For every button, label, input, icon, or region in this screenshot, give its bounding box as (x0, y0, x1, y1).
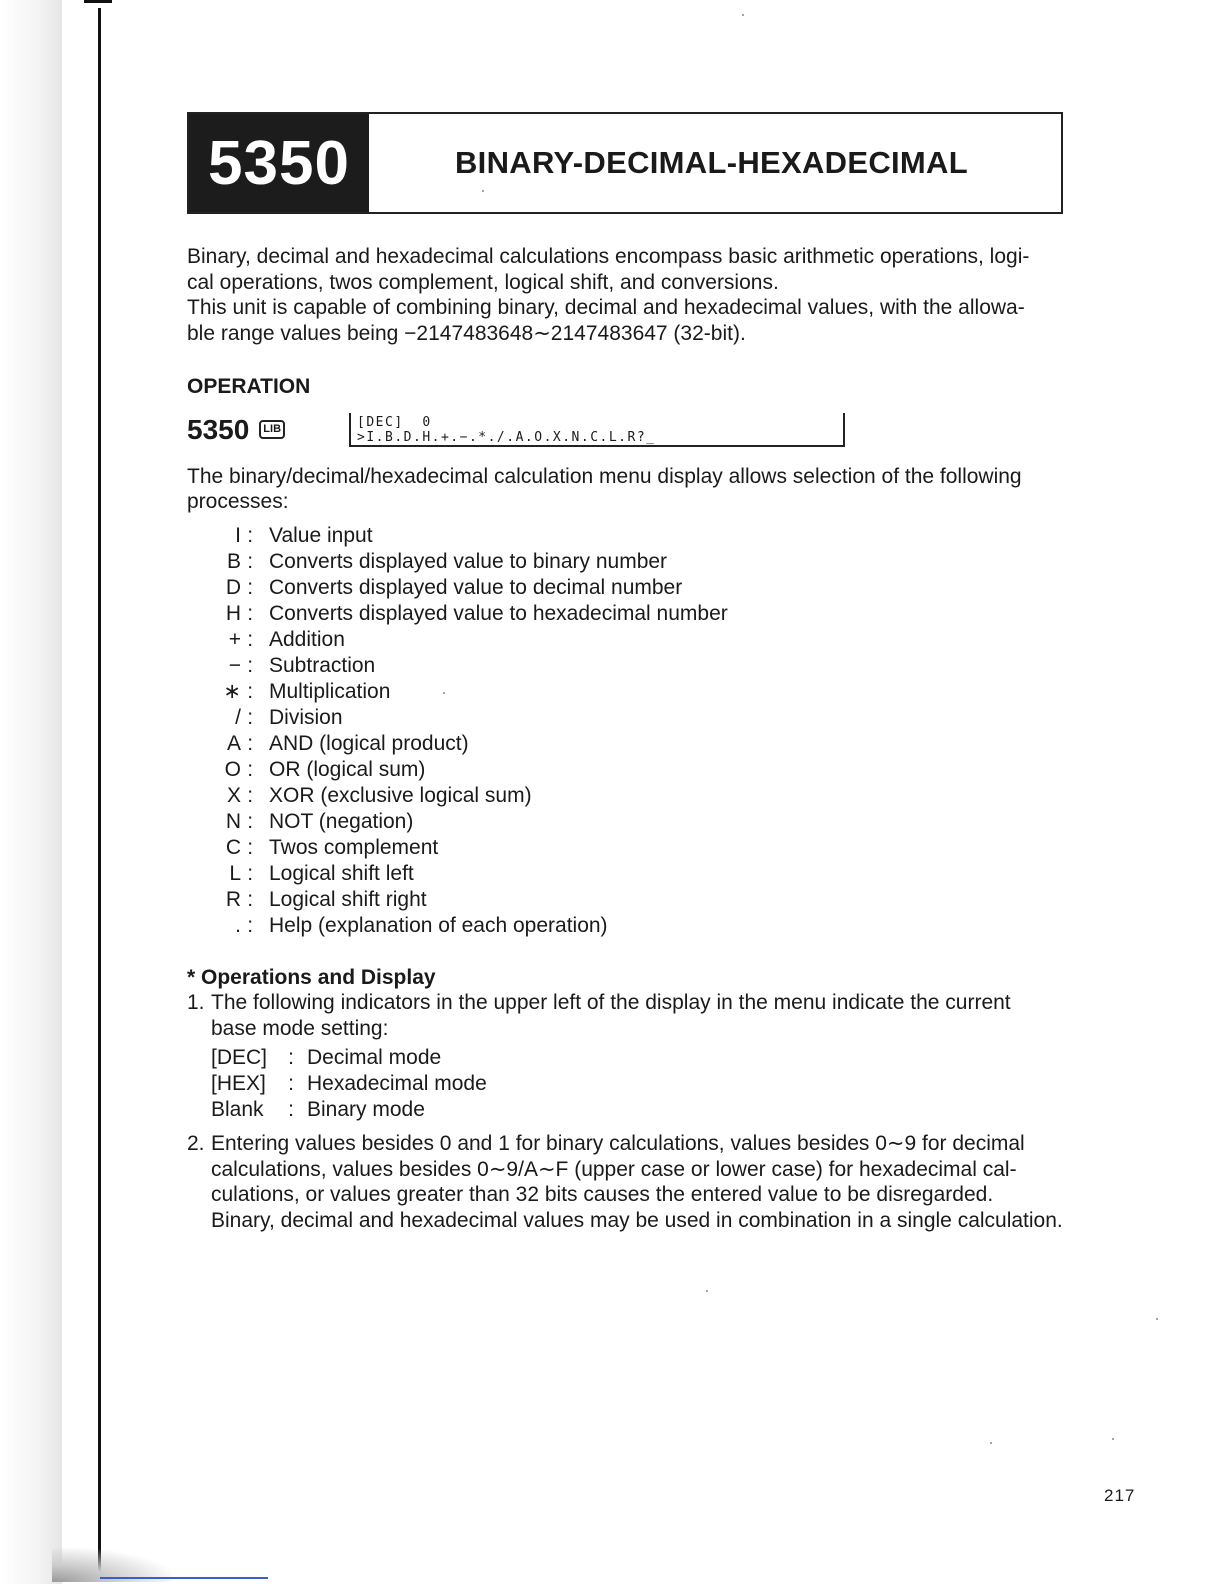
menu-key: D (225, 575, 241, 599)
menu-key: I (235, 523, 241, 547)
mode-indicator: [HEX] (211, 1072, 266, 1095)
scan-speck (1156, 1318, 1158, 1320)
lcd-line-1: [DEC] 0 (357, 414, 432, 430)
menu-item: − : Subtraction (187, 653, 1065, 679)
menu-item: I : Value input (187, 523, 1065, 549)
note-line: The following indicators in the upper left of the display in the menu indicate the current (211, 991, 1011, 1014)
binding-tick (84, 0, 112, 3)
menu-key: O (224, 757, 241, 781)
mode-description: Decimal mode (307, 1046, 442, 1069)
lib-key-icon: LIB (259, 420, 285, 439)
menu-intro-line: The binary/decimal/hexadecimal calculation menu display allows selection of the following (187, 464, 1022, 488)
intro-paragraph (187, 244, 1065, 346)
menu-description: Twos complement (269, 835, 439, 859)
menu-key: A (226, 731, 241, 755)
binding-shadow (0, 0, 62, 1584)
menu-item: + : Addition (187, 627, 1065, 653)
menu-key: + (228, 627, 241, 651)
menu-key: − (228, 653, 241, 677)
menu-item: N : NOT (negation) (187, 809, 1065, 835)
intro-line: ble range values being −2147483648∼2147483647 (32-bit). (187, 321, 746, 345)
menu-item: O : OR (logical sum) (187, 757, 1065, 783)
menu-item: H : Converts displayed value to hexadecimal number (187, 601, 1065, 627)
operation-number: 5350 (187, 413, 250, 445)
menu-item: B : Converts displayed value to binary number (187, 549, 1065, 575)
menu-description: Logical shift right (269, 887, 427, 911)
scan-speck (1112, 1438, 1114, 1440)
note-number: 2. (187, 1132, 205, 1155)
section-number: 5350 (189, 114, 369, 212)
menu-description: Converts displayed value to binary number (269, 549, 668, 573)
mode-list (211, 1045, 1065, 1123)
menu-item: ∗ : Multiplication (187, 679, 1065, 705)
menu-key: . (235, 913, 241, 937)
menu-item: R : Logical shift right (187, 887, 1065, 913)
intro-line: Binary, decimal and hexadecimal calculations encompass basic arithmetic operations, logi- (187, 245, 1030, 268)
note-number: 1. (187, 991, 205, 1014)
binding-foot-line (100, 1577, 268, 1579)
section-header (187, 112, 1063, 214)
operations-display-heading: * Operations and Display (187, 965, 436, 989)
menu-list (187, 523, 1065, 939)
menu-item: A : AND (logical product) (187, 731, 1065, 757)
scan-speck (706, 1290, 708, 1292)
mode-description: Binary mode (307, 1098, 425, 1121)
menu-description: Multiplication (269, 679, 391, 703)
note-line: base mode setting: (211, 1016, 389, 1040)
scan-speck (482, 190, 484, 192)
menu-intro (187, 464, 1065, 515)
mode-indicator: [DEC] (211, 1046, 268, 1069)
menu-description: Addition (269, 627, 345, 651)
note-item-2 (187, 1131, 1065, 1233)
note-line: Binary, decimal and hexadecimal values may be used in combination in a single calculation. (211, 1208, 1063, 1232)
menu-item: C : Twos complement (187, 835, 1065, 861)
menu-item: D : Converts displayed value to decimal number (187, 575, 1065, 601)
menu-key: L (229, 861, 241, 885)
note-item-1 (187, 990, 1065, 1123)
menu-item: X : XOR (exclusive logical sum) (187, 783, 1065, 809)
menu-key: C (225, 835, 241, 859)
binding-edge-line (98, 8, 101, 1580)
mode-row: [DEC] : Decimal mode (211, 1046, 442, 1069)
note-line: Entering values besides 0 and 1 for binary calculations, values besides 0∼9 for decimal (211, 1132, 1025, 1155)
scan-speck (443, 692, 445, 694)
mode-indicator: Blank (211, 1098, 264, 1121)
menu-key: N (225, 809, 241, 833)
menu-intro-line: processes: (187, 490, 289, 513)
menu-description: Value input (269, 523, 373, 547)
menu-description: Logical shift left (269, 861, 414, 885)
menu-description: XOR (exclusive logical sum) (269, 783, 532, 807)
note-line: calculations, values besides 0∼9/A∼F (upper case or lower case) for hexadecimal cal- (211, 1157, 1017, 1181)
menu-description: Division (269, 705, 343, 729)
menu-key: R (225, 887, 241, 911)
section-title: BINARY-DECIMAL-HEXADECIMAL (455, 145, 968, 180)
menu-key: / (235, 705, 241, 729)
menu-key: H (225, 601, 241, 625)
menu-description: Converts displayed value to decimal number (269, 575, 683, 599)
menu-key: B (226, 549, 241, 573)
menu-description: AND (logical product) (269, 731, 469, 755)
menu-description: OR (logical sum) (269, 757, 426, 781)
mode-row: [HEX] : Hexadecimal mode (211, 1072, 487, 1095)
scan-speck (742, 14, 744, 16)
menu-description: Help (explanation of each operation) (269, 913, 608, 937)
lcd-line-2: >I.B.D.H.+.−.*./.A.O.X.N.C.L.R?_ (357, 429, 656, 445)
mode-description: Hexadecimal mode (307, 1072, 487, 1095)
menu-item: . : Help (explanation of each operation) (187, 913, 1065, 939)
menu-description: NOT (negation) (269, 809, 414, 833)
lcd-display (349, 413, 845, 447)
intro-line: cal operations, twos complement, logical shift, and conversions. (187, 270, 779, 294)
operation-heading: OPERATION (187, 375, 311, 398)
page-content (187, 244, 1065, 1233)
operation-row (187, 412, 1065, 448)
menu-description: Converts displayed value to hexadecimal number (269, 601, 728, 625)
note-line: culations, or values greater than 32 bits causes the entered value to be disregarded. (211, 1183, 994, 1206)
page-number: 217 (1104, 1486, 1136, 1505)
scan-speck (990, 1442, 992, 1444)
mode-row: Blank : Binary mode (211, 1098, 425, 1121)
intro-line: This unit is capable of combining binary, decimal and hexadecimal values, with the allowa- (187, 296, 1025, 319)
menu-item: L : Logical shift left (187, 861, 1065, 887)
menu-description: Subtraction (269, 653, 376, 677)
menu-item: / : Division (187, 705, 1065, 731)
menu-key: X (226, 783, 241, 807)
menu-key: ∗ (223, 679, 241, 703)
